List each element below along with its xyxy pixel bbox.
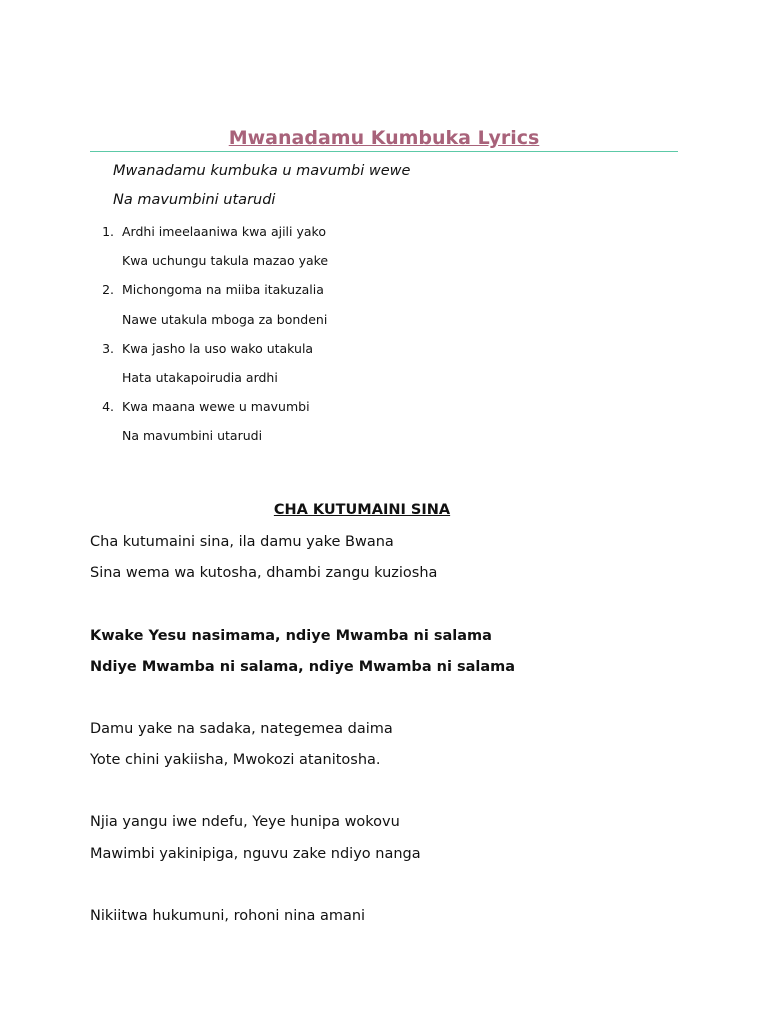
list-item-4-line-1: Kwa maana wewe u mavumbi (122, 399, 310, 414)
verse-3-line-2: Mawimbi yakinipiga, nguvu zake ndiyo nanga (90, 846, 421, 862)
list-item-number-3: 3. (102, 341, 114, 356)
list-item-2-line-2: Nawe utakula mboga za bondeni (122, 312, 328, 327)
hymn-title: CHA KUTUMAINI SINA (273, 502, 451, 518)
list-item-1-line-2: Kwa uchungu takula mazao yake (122, 253, 329, 268)
list-item-1-line-1: Ardhi imeelaaniwa kwa ajili yako (122, 224, 326, 239)
list-item-3-line-2: Hata utakapoirudia ardhi (122, 370, 278, 385)
verse-2-line-1: Damu yake na sadaka, nategemea daima (90, 721, 393, 737)
list-item-4-line-2: Na mavumbini utarudi (122, 428, 263, 443)
verse-3-line-1: Njia yangu iwe ndefu, Yeye hunipa wokovu (90, 814, 400, 830)
verse-1-line-1: Cha kutumaini sina, ila damu yake Bwana (90, 534, 394, 550)
chorus-line-2: Ndiye Mwamba ni salama, ndiye Mwamba ni salama (90, 659, 516, 675)
intro-line-1: Mwanadamu kumbuka u mavumbi wewe (113, 163, 411, 179)
document-title: Mwanadamu Kumbuka Lyrics (228, 127, 540, 149)
list-item-number-4: 4. (102, 399, 114, 414)
verse-4-line-1: Nikiitwa hukumuni, rohoni nina amani (90, 908, 366, 924)
chorus-line-1: Kwake Yesu nasimama, ndiye Mwamba ni salama (90, 628, 492, 644)
verse-2-line-2: Yote chini yakiisha, Mwokozi atanitosha. (90, 752, 381, 768)
list-item-3-line-1: Kwa jasho la uso wako utakula (122, 341, 314, 356)
verse-1-line-2: Sina wema wa kutosha, dhambi zangu kuziosha (90, 565, 438, 581)
list-item-2-line-1: Michongoma na miiba itakuzalia (122, 282, 324, 297)
intro-line-2: Na mavumbini utarudi (113, 192, 276, 208)
list-item-number-2: 2. (102, 282, 114, 297)
title-divider (90, 151, 678, 152)
list-item-number-1: 1. (102, 224, 114, 239)
